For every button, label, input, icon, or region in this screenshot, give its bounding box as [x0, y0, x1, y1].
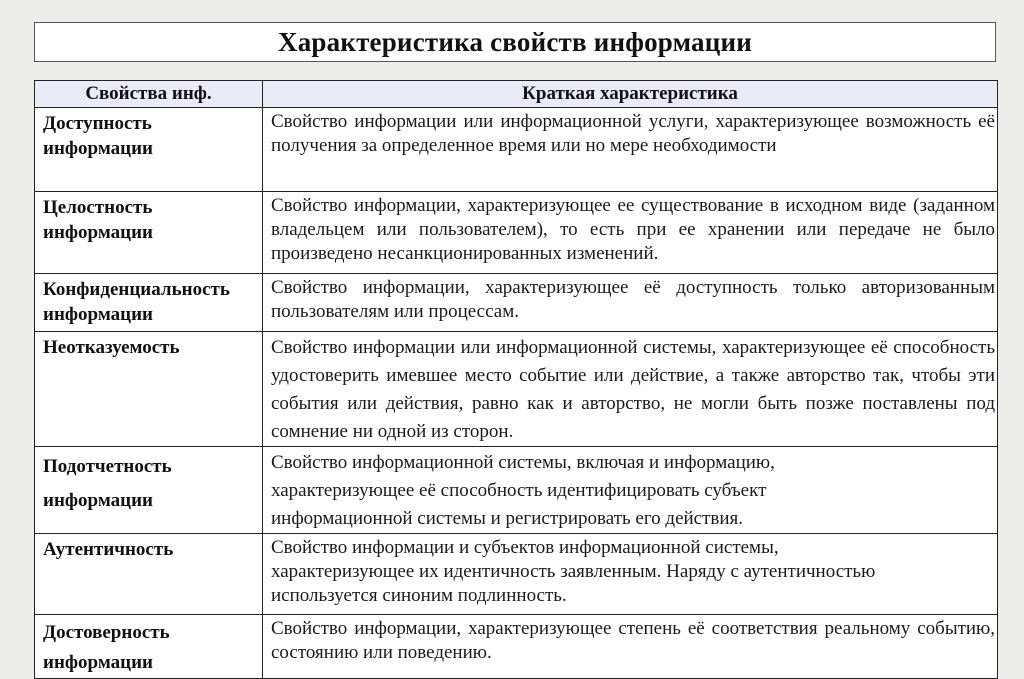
description-line: информационной системы и регистрировать его действия. [271, 508, 744, 529]
header-description: Краткая характеристика [263, 81, 998, 108]
description-text: Свойство информации, характеризующее ее существование в исходном виде (заданном владельцем или пользователем), то есть при ее хранении или передаче не было произведено несанкционированных изменений. [271, 195, 995, 264]
property-line: Конфиденциальность [43, 279, 230, 300]
property-description [263, 108, 998, 192]
description-text: Свойство информации, характеризующее её доступность только авторизованным пользователям или процессам. [271, 277, 995, 322]
property-line: Аутентичность [43, 539, 174, 560]
table-row [35, 108, 998, 192]
table-row [35, 447, 998, 534]
property-name [35, 108, 263, 192]
description-line: используется синоним подлинность. [271, 585, 567, 606]
property-name [35, 615, 263, 679]
property-description [263, 274, 998, 332]
property-name [35, 192, 263, 274]
property-line: Целостность [43, 197, 153, 218]
description-text: Свойство информации, характеризующее степень её соответствия реальному событию, состоянию или поведению. [271, 618, 995, 663]
property-description [263, 534, 998, 615]
property-line: Достоверность [43, 622, 170, 643]
page-title: Характеристика свойств информации [278, 26, 752, 57]
property-line: информации [43, 490, 153, 511]
property-line: информации [43, 138, 153, 159]
property-line: Подотчетность [43, 456, 172, 477]
property-line: Доступность [43, 113, 152, 134]
title-box [34, 22, 996, 62]
property-line: Неотказуемость [43, 337, 180, 358]
property-name [35, 274, 263, 332]
description-text: Свойство информации или информационной услуги, характеризующее возможность её получения за определенное время или но мере необходимости [271, 111, 995, 156]
property-description [263, 447, 998, 534]
property-line: информации [43, 304, 153, 325]
table-row [35, 274, 998, 332]
property-line: информации [43, 222, 153, 243]
property-name [35, 447, 263, 534]
table-row [35, 192, 998, 274]
property-line: информации [43, 652, 153, 673]
property-name [35, 534, 263, 615]
properties-table [34, 80, 998, 679]
description-line: характеризующее её способность идентифицировать субъект [271, 480, 767, 501]
header-properties: Свойства инф. [35, 81, 263, 108]
table-row [35, 534, 998, 615]
description-text: Свойство информации или информационной системы, характеризующее её способность удостоверить имевшее место событие или действие, а также авторство так, чтобы эти события или действия, равно как и авторство, не могли быть позже поставлены под сомнение ни одной из сторон. [271, 337, 995, 442]
table-row [35, 332, 998, 447]
description-line: Свойство информационной системы, включая и информацию, [271, 452, 775, 473]
property-description [263, 192, 998, 274]
table-row [35, 615, 998, 679]
property-name [35, 332, 263, 447]
table-header-row [35, 81, 998, 108]
property-description [263, 615, 998, 679]
description-line: Свойство информации и субъектов информационной системы, [271, 537, 779, 558]
description-line: характеризующее их идентичность заявленным. Наряду с аутентичностью [271, 561, 876, 582]
property-description [263, 332, 998, 447]
